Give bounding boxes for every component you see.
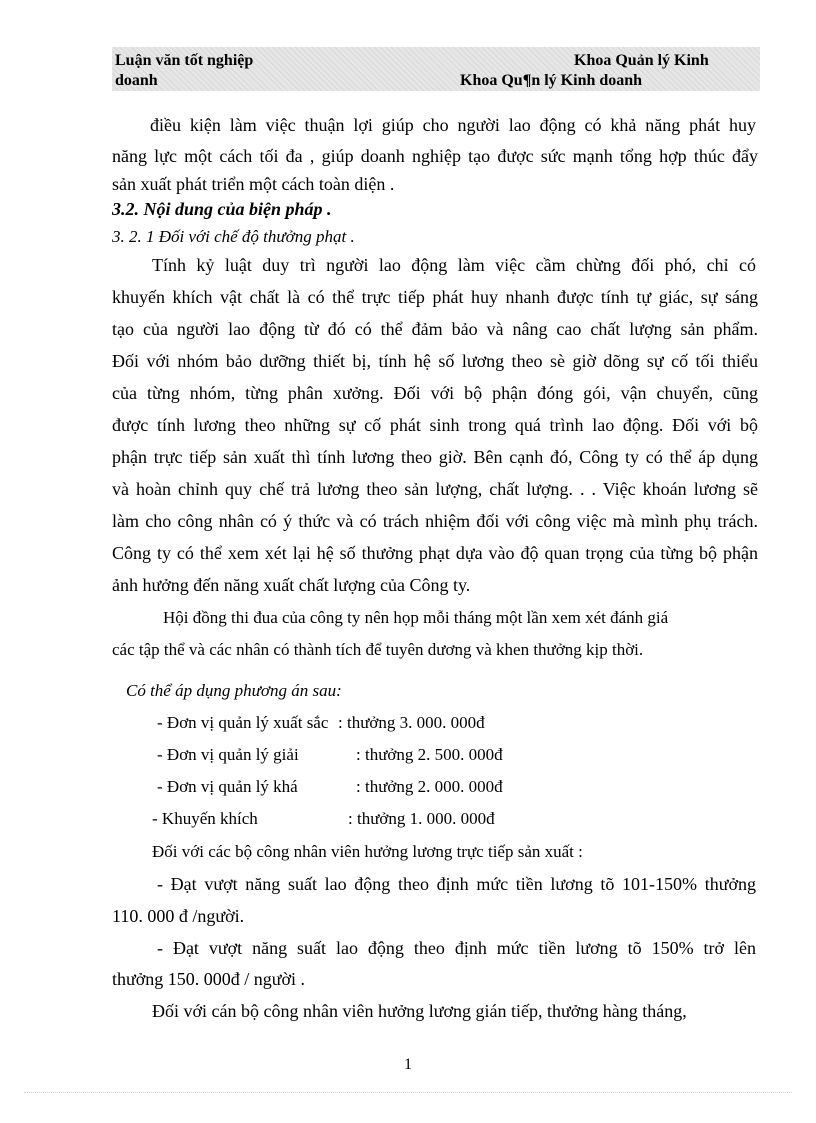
paragraph-line: thưởng 150. 000đ / người . — [112, 969, 306, 989]
paragraph-line: Đối với các bộ công nhân viên hưởng lương trực tiếp sản xuất : — [152, 842, 583, 861]
paragraph-line: Đối với nhóm bảo dưỡng thiết bị, tính hệ số lương theo sè giờ dõng sự cố tối thiểu — [112, 351, 758, 371]
paragraph-line: các tập thể và các nhân có thành tích để tuyên dương và khen thưởng kịp thời. — [112, 640, 644, 659]
header-thesis-title-cont: doanh — [115, 72, 158, 89]
header-faculty-cont: Khoa Qu¶n lý Kinh doanh — [460, 72, 643, 89]
paragraph-line: điều kiện làm việc thuận lợi giúp cho người lao động có khả năng phát huy — [150, 115, 756, 135]
paragraph-line: Đối với cán bộ công nhân viên hưởng lương gián tiếp, thưởng hàng tháng, — [152, 1001, 687, 1021]
reward-option-label: - Khuyến khích — [152, 809, 258, 828]
paragraph-line: Hội đồng thi đua của công ty nên họp mỗi tháng một lần xem xét đánh giá — [163, 608, 669, 627]
reward-option-value: : thưởng 2. 000. 000đ — [356, 777, 503, 796]
page-number: 1 — [404, 1056, 412, 1073]
subsection-heading: 3. 2. 1 Đối với chế độ thưởng phạt . — [112, 227, 355, 246]
page-bottom-divider — [24, 1092, 792, 1093]
section-heading: 3.2. Nội dung của biện pháp . — [112, 199, 332, 219]
paragraph-line: và hoàn chỉnh quy chế trả lương theo sản lượng, chất lượng. . . Việc khoán lương sẽ — [112, 479, 758, 499]
paragraph-line: ảnh hưởng đến năng xuất chất lượng của Công ty. — [112, 575, 471, 595]
reward-option-label: - Đơn vị quản lý khá — [157, 777, 298, 796]
paragraph-line: của từng nhóm, từng phân xưởng. Đối với bộ phận đóng gói, vận chuyển, cũng — [112, 383, 758, 403]
paragraph-line: tạo của người lao động từ đó có thể đảm bảo và nâng cao chất lượng sản phẩm. — [112, 319, 758, 339]
paragraph-line: sản xuất phát triển một cách toàn diện . — [112, 174, 395, 194]
paragraph-line: Công ty có thể xem xét lại hệ số thưởng phạt dựa vào độ quan trọng của từng bộ phận — [112, 543, 758, 563]
reward-option-label: - Đơn vị quản lý giải — [157, 745, 299, 764]
header-thesis-title: Luận văn tốt nghiệp — [115, 52, 254, 69]
page-header — [112, 47, 760, 91]
paragraph-line: phận trực tiếp sản xuất thì tính lương theo giờ. Bên cạnh đó, Công ty có thể áp dụng — [112, 447, 758, 467]
reward-option-value: : thưởng 2. 500. 000đ — [356, 745, 503, 764]
paragraph-line: được tính lương theo những sự cố phát sinh trong quá trình lao động. Đối với bộ — [112, 415, 758, 435]
paragraph-line: khuyến khích vật chất là có thể trực tiếp phát huy nhanh được tính tự giác, sự sáng — [112, 287, 758, 307]
options-intro: Có thể áp dụng phương án sau: — [126, 681, 342, 700]
paragraph-line: - Đạt vượt năng suất lao động theo định mức tiền lương tõ 150% trở lên — [157, 938, 756, 958]
paragraph-line: làm cho công nhân có ý thức và có trách nhiệm đối với công việc mà mình phụ trách. — [112, 511, 758, 531]
paragraph-line: năng lực một cách tối đa , giúp doanh nghiệp tạo được sức mạnh tổng hợp thúc đẩy — [112, 146, 758, 166]
header-faculty: Khoa Quản lý Kinh — [574, 52, 709, 69]
paragraph-line: Tính kỷ luật duy trì người lao động làm việc cầm chừng đối phó, chỉ có — [152, 255, 756, 275]
reward-option-value: : thưởng 3. 000. 000đ — [338, 713, 485, 732]
reward-option-label: - Đơn vị quản lý xuất sắc — [157, 713, 329, 732]
reward-option-value: : thưởng 1. 000. 000đ — [348, 809, 495, 828]
paragraph-line: - Đạt vượt năng suất lao động theo định mức tiền lương tõ 101-150% thưởng — [157, 874, 756, 894]
paragraph-line: 110. 000 đ /người. — [112, 906, 245, 926]
